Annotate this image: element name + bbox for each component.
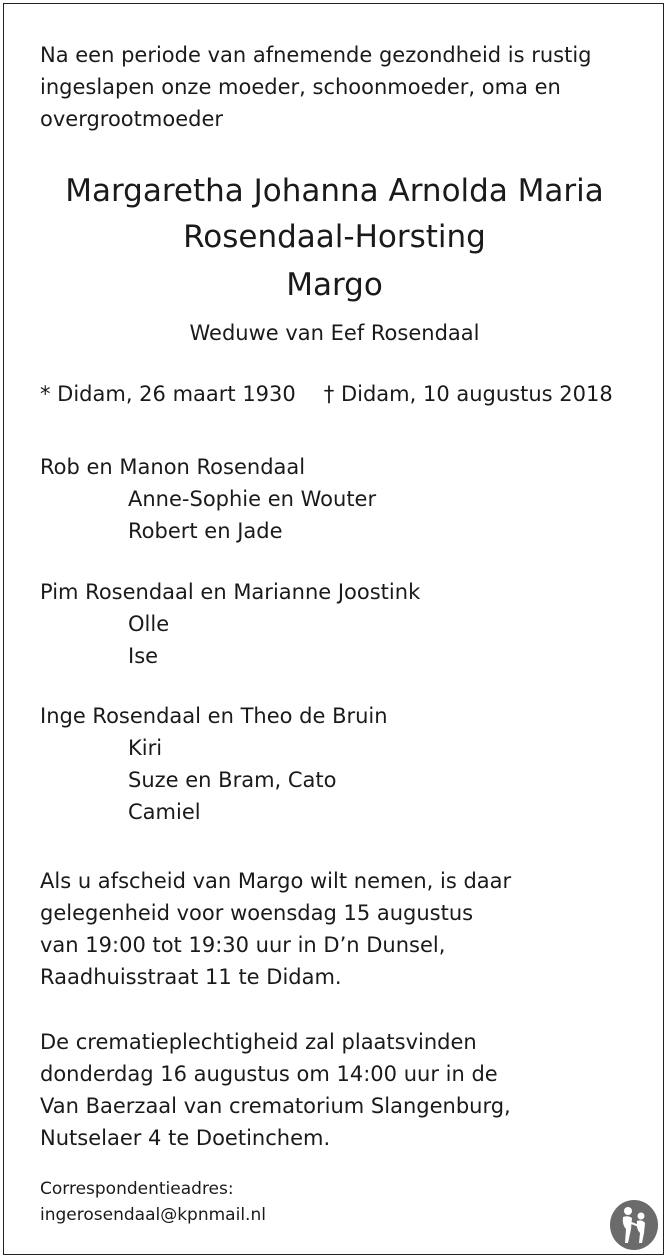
birth-date: * Didam, 26 maart 1930 [40, 382, 296, 406]
deceased-surname: Rosendaal-Horsting [183, 219, 486, 255]
correspondence-address [40, 1176, 266, 1228]
cremation-line: Van Baerzaal van crematorium Slangenburg, [40, 1094, 511, 1118]
obituary-notice [3, 3, 664, 1255]
farewell-paragraph [40, 865, 511, 993]
farewell-line: gelegenheid voor woensdag 15 augustus [40, 901, 474, 925]
family-group [40, 451, 376, 547]
intro-line: overgrootmoeder [40, 107, 224, 131]
family-parents: Pim Rosendaal en Marianne Joostink [40, 580, 421, 604]
deceased-nickname: Margo [286, 267, 383, 303]
correspondence-label: Correspondentieadres: [40, 1179, 234, 1199]
memorial-figures-logo-icon [609, 1199, 659, 1251]
cremation-line: De crematieplechtigheid zal plaatsvinden [40, 1030, 477, 1054]
family-child: Camiel [128, 800, 201, 824]
family-child: Ise [128, 644, 159, 668]
correspondence-email: ingerosendaal@kpnmail.nl [40, 1205, 266, 1225]
death-date: † Didam, 10 augustus 2018 [323, 382, 613, 406]
family-group [40, 576, 420, 672]
widow-of: Weduwe van Eef Rosendaal [189, 321, 480, 345]
cremation-line: donderdag 16 augustus om 14:00 uur in de [40, 1062, 498, 1086]
farewell-line: van 19:00 tot 19:30 uur in D’n Dunsel, [40, 933, 446, 957]
intro-line: Na een periode van afnemende gezondheid is rustig [40, 43, 592, 67]
family-child: Olle [128, 612, 170, 636]
intro-text [40, 39, 592, 135]
family-parents: Rob en Manon Rosendaal [40, 455, 306, 479]
deceased-full-name: Margaretha Johanna Arnolda Maria [65, 173, 604, 209]
life-dates [40, 378, 613, 410]
family-child: Kiri [128, 736, 163, 760]
cremation-paragraph [40, 1026, 511, 1154]
farewell-line: Raadhuisstraat 11 te Didam. [40, 965, 342, 989]
farewell-line: Als u afscheid van Margo wilt nemen, is daar [40, 869, 512, 893]
family-group [40, 700, 388, 828]
intro-line: ingeslapen onze moeder, schoonmoeder, oma en [40, 75, 561, 99]
cremation-line: Nutselaer 4 te Doetinchem. [40, 1126, 331, 1150]
family-child: Anne-Sophie en Wouter [128, 487, 377, 511]
family-child: Robert en Jade [128, 519, 283, 543]
family-child: Suze en Bram, Cato [128, 768, 337, 792]
family-parents: Inge Rosendaal en Theo de Bruin [40, 704, 388, 728]
